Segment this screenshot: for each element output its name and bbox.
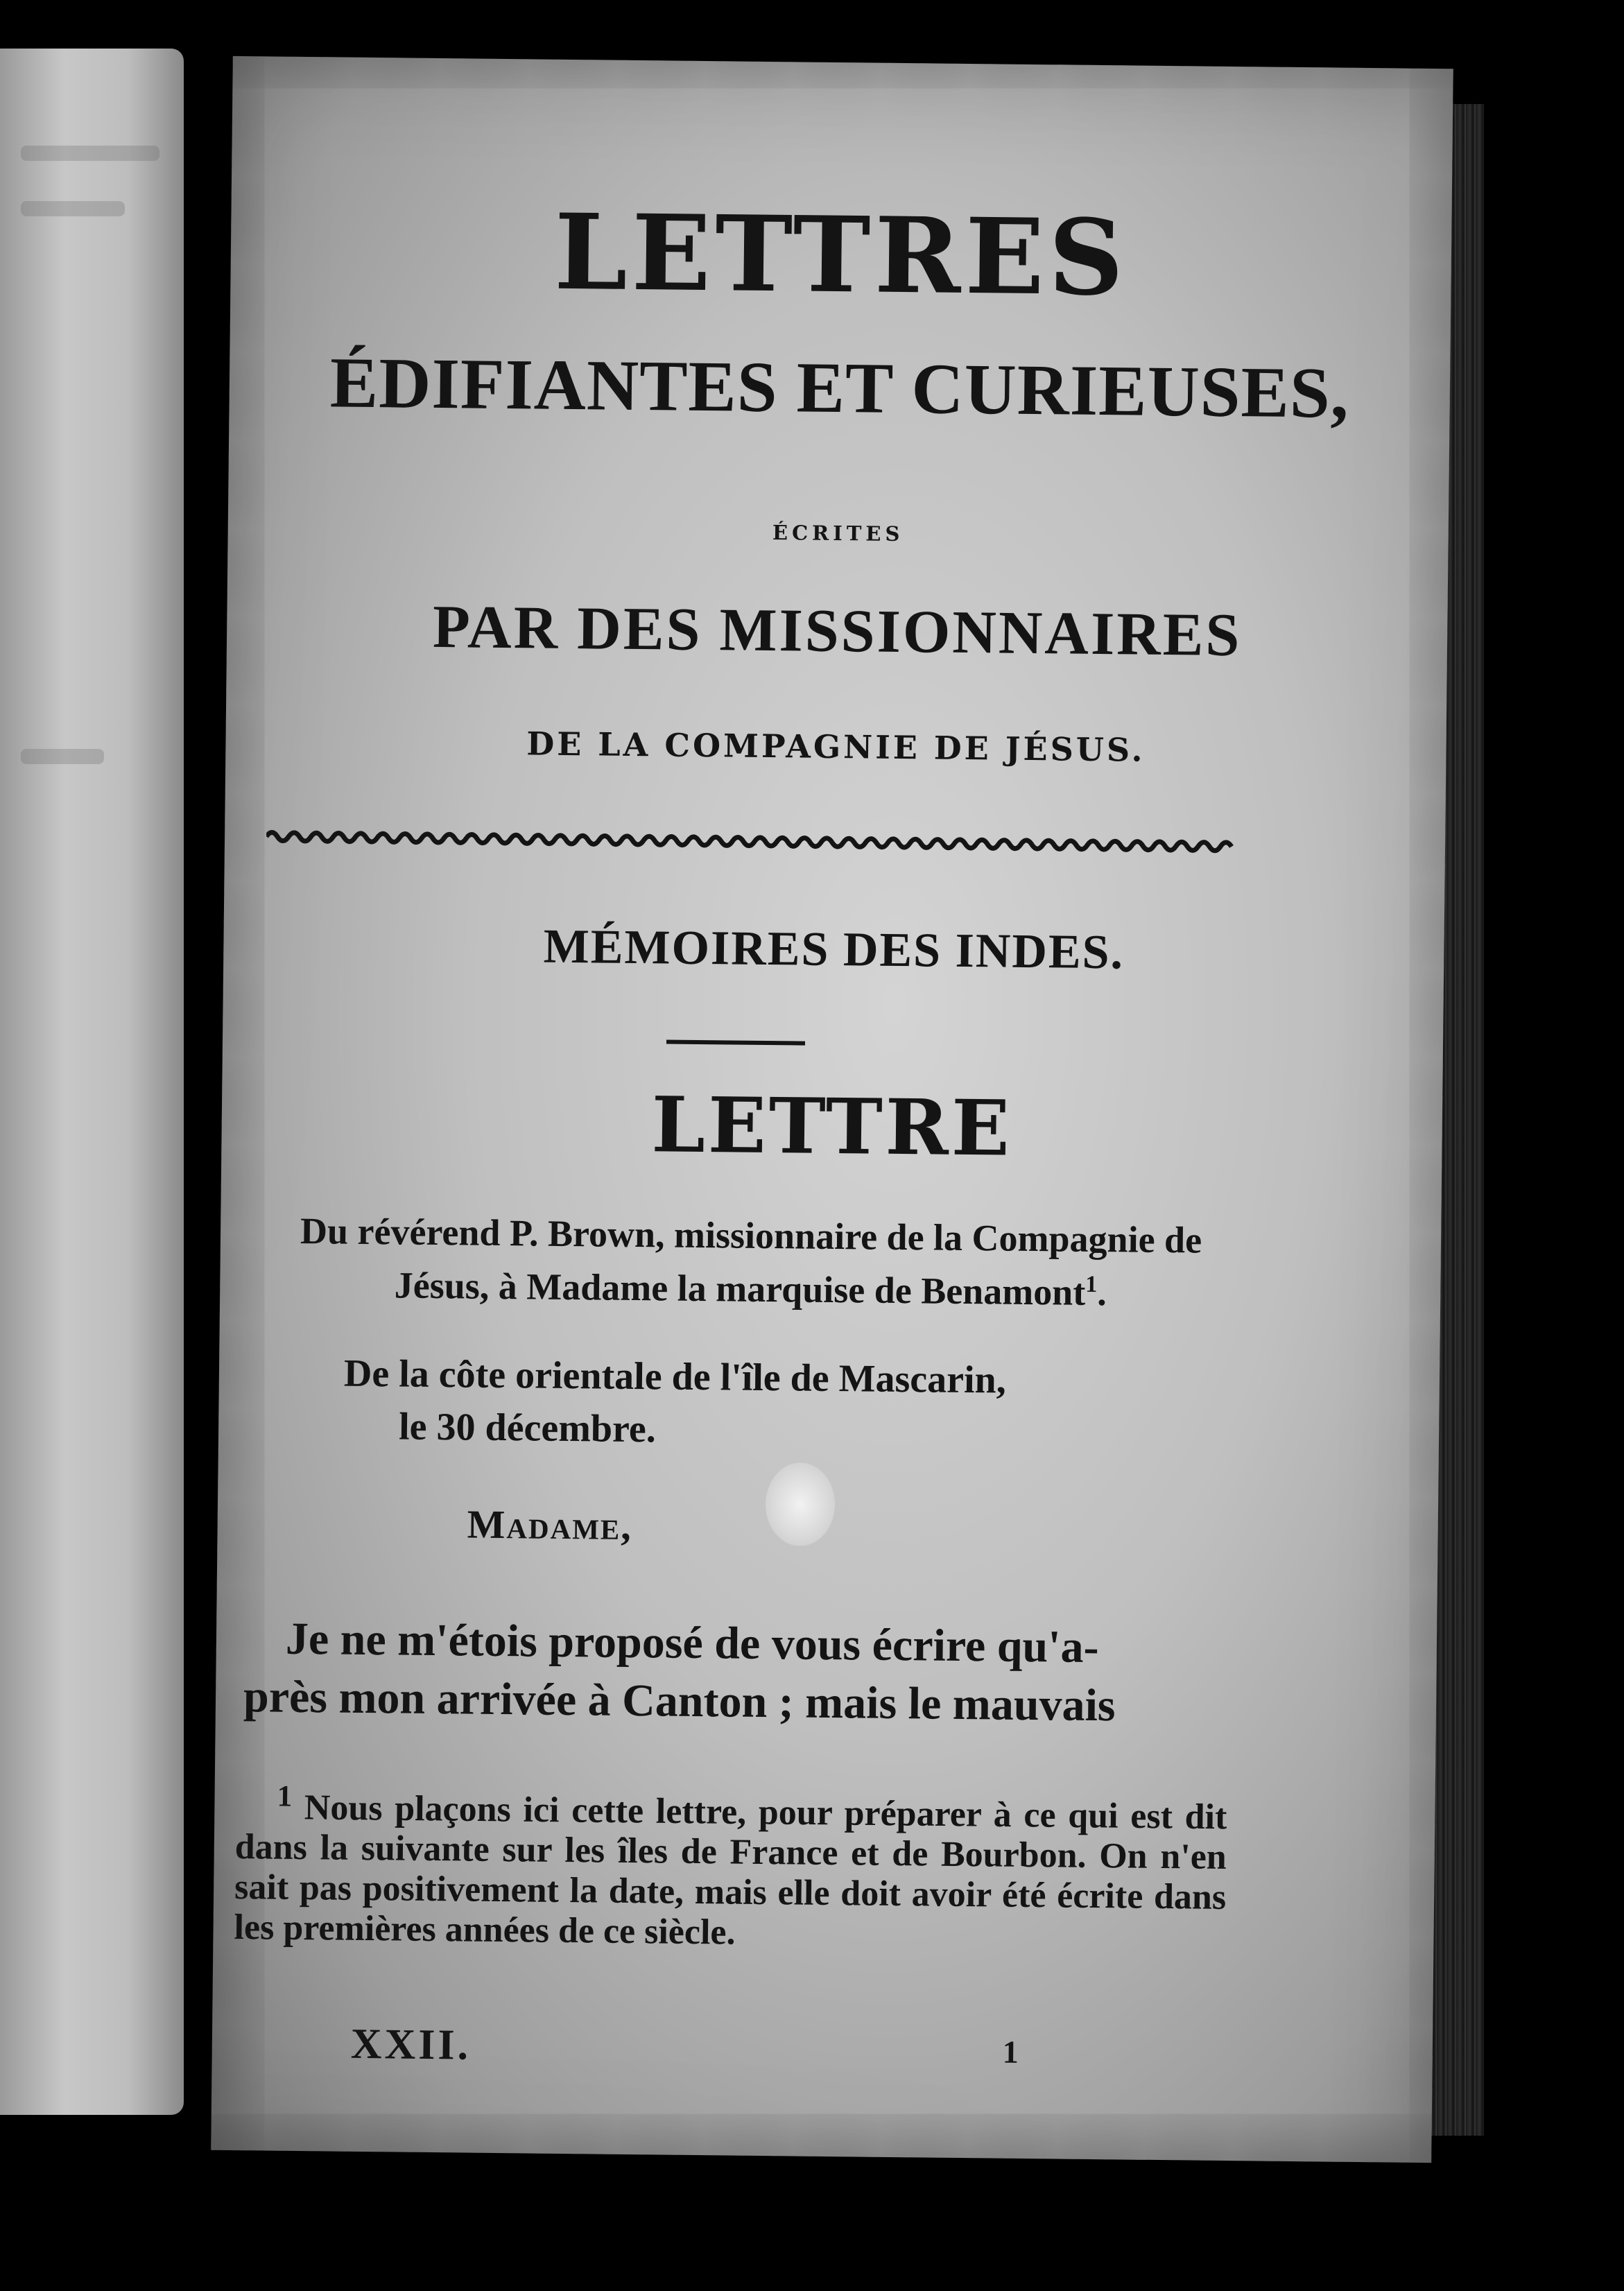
letter-dedication: Du révérend P. Brown, missionnaire de la Compagnie de Jésus, à Madame la marquise de Benamont$^1$. xyxy=(300,1209,1202,1314)
dateline-place: De la côte orientale de l'île de Mascarin, xyxy=(343,1351,1007,1402)
body-line: près mon arrivée à Canton ; mais le mauvais xyxy=(243,1671,1116,1731)
book-title: LETTRES xyxy=(553,191,1129,320)
dedication-text: Du révérend P. Brown, missionnaire de la Compagnie de Jésus, à Madame la marquise de Benamont xyxy=(300,1209,1202,1313)
letter-body xyxy=(243,1609,1229,1736)
dateline-date: le 30 décembre. xyxy=(398,1405,657,1451)
paper-stain xyxy=(765,1462,835,1546)
ecrites-line: écrites xyxy=(772,512,904,548)
book-subtitle: ÉDIFIANTES ET CURIEUSES, xyxy=(329,343,1350,433)
letter-heading: LETTRE xyxy=(650,1080,1013,1173)
letter-dateline xyxy=(343,1347,1246,1462)
salutation-comma: , xyxy=(620,1503,632,1548)
section-divider xyxy=(666,1039,805,1045)
volume-signature: XXII. xyxy=(350,2020,472,2069)
footnote-mark: 1 xyxy=(277,1779,293,1813)
bleed-through-mark xyxy=(21,146,159,161)
footnote-reference: 1 xyxy=(1085,1271,1098,1298)
footnote xyxy=(234,1776,1227,1958)
letter-salutation xyxy=(467,1501,631,1549)
body-line: Je ne m'étois proposé de vous écrire qu'a- xyxy=(285,1613,1099,1673)
society-line: DE LA COMPAGNIE DE JÉSUS. xyxy=(526,725,1146,769)
salutation-word: Madame xyxy=(467,1501,621,1548)
footnote-text: Nous plaçons ici cette lettre, pour préparer à ce qui est dit dans la suivante sur les îles de France et de Bourbon. On n'en sait pas positivement la date, mais elle doit avoir été écrite dans les premières années de ce siècle. xyxy=(234,1788,1227,1953)
sheet-signature-number: 1 xyxy=(1002,2034,1019,2070)
bleed-through-mark xyxy=(21,201,125,216)
section-title: MÉMOIRES DES INDES. xyxy=(543,919,1125,980)
title-page xyxy=(211,56,1453,2163)
facing-left-page xyxy=(0,49,184,2115)
authors-line: PAR DES MISSIONNAIRES xyxy=(432,593,1242,670)
bleed-through-mark xyxy=(21,749,104,764)
ornamental-wavy-rule xyxy=(266,815,1238,867)
